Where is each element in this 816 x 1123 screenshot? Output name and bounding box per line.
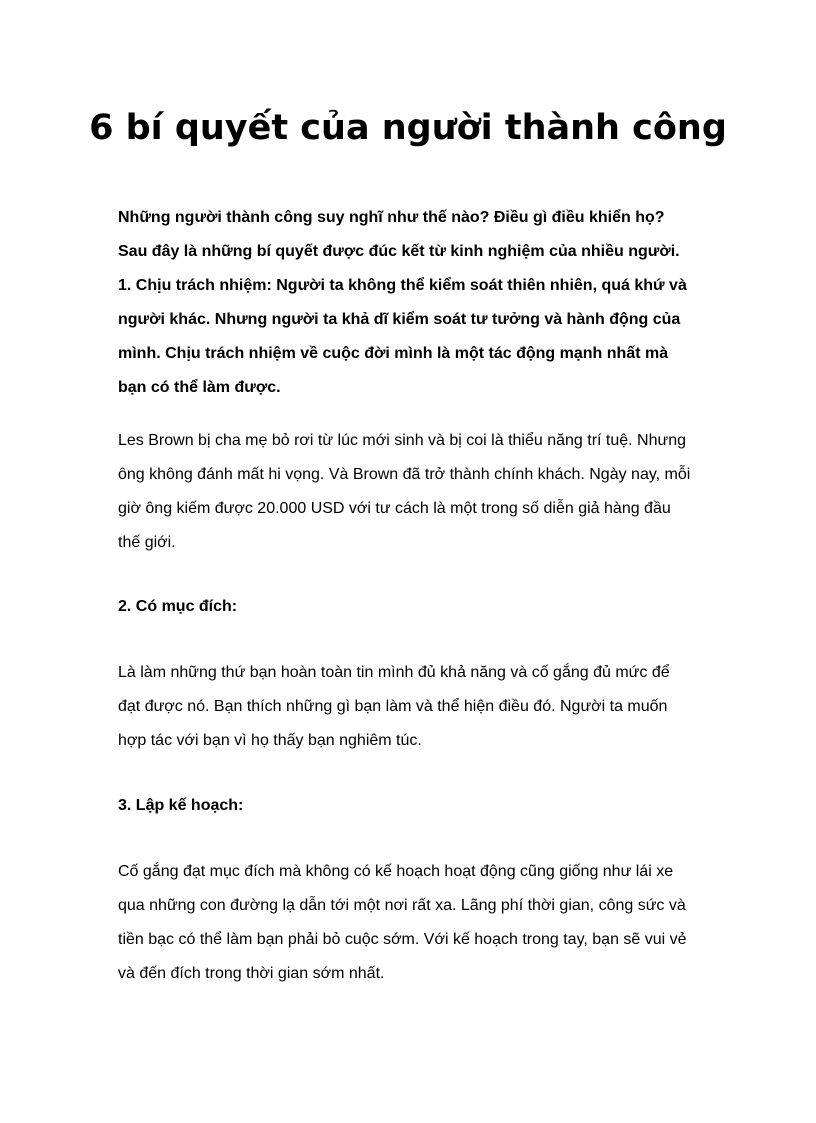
paragraph-line: Là làm những thứ bạn hoàn toàn tin mình đủ khả năng và cố gắng đủ mức để [118, 664, 670, 681]
paragraph-planning [118, 855, 698, 991]
paragraph-purpose [118, 656, 698, 758]
paragraph-line: Cố gắng đạt mục đích mà không có kế hoạch hoạt động cũng giống như lái xe [118, 863, 674, 880]
section-heading-3: 3. Lập kế hoạch: [118, 797, 244, 814]
paragraph-line: đạt được nó. Bạn thích những gì bạn làm và thể hiện điều đó. Người ta muốn [118, 698, 668, 715]
paragraph-line: qua những con đường lạ dẫn tới một nơi rất xa. Lãng phí thời gian, công sức và [118, 897, 686, 914]
paragraph-line: thế giới. [118, 534, 176, 551]
intro-paragraph [118, 201, 698, 405]
paragraph-line: hợp tác với bạn vì họ thấy bạn nghiêm túc. [118, 732, 422, 749]
paragraph-les-brown [118, 424, 698, 560]
intro-line: Sau đây là những bí quyết được đúc kết từ kinh nghiệm của nhiều người. [118, 243, 680, 260]
intro-line: 1. Chịu trách nhiệm: Người ta không thể kiểm soát thiên nhiên, quá khứ và [118, 277, 687, 294]
intro-line: người khác. Nhưng người ta khả dĩ kiểm soát tư tưởng và hành động của [118, 311, 681, 328]
intro-line: bạn có thể làm được. [118, 379, 281, 396]
paragraph-line: giờ ông kiếm được 20.000 USD với tư cách là một trong số diễn giả hàng đầu [118, 500, 671, 517]
document-title: 6 bí quyết của người thành công [89, 108, 727, 148]
intro-line: mình. Chịu trách nhiệm về cuộc đời mình là một tác động mạnh nhất mà [118, 345, 669, 362]
section-heading-2: 2. Có mục đích: [118, 598, 238, 615]
paragraph-line: và đến đích trong thời gian sớm nhất. [118, 965, 385, 982]
intro-line: Những người thành công suy nghĩ như thế nào? Điều gì điều khiển họ? [118, 209, 665, 226]
paragraph-line: ông không đánh mất hi vọng. Và Brown đã trở thành chính khách. Ngày nay, mỗi [118, 466, 691, 483]
paragraph-line: tiền bạc có thể làm bạn phải bỏ cuộc sớm. Với kế hoạch trong tay, bạn sẽ vui vẻ [118, 931, 687, 948]
paragraph-line: Les Brown bị cha mẹ bỏ rơi từ lúc mới sinh và bị coi là thiểu năng trí tuệ. Nhưng [118, 432, 687, 449]
